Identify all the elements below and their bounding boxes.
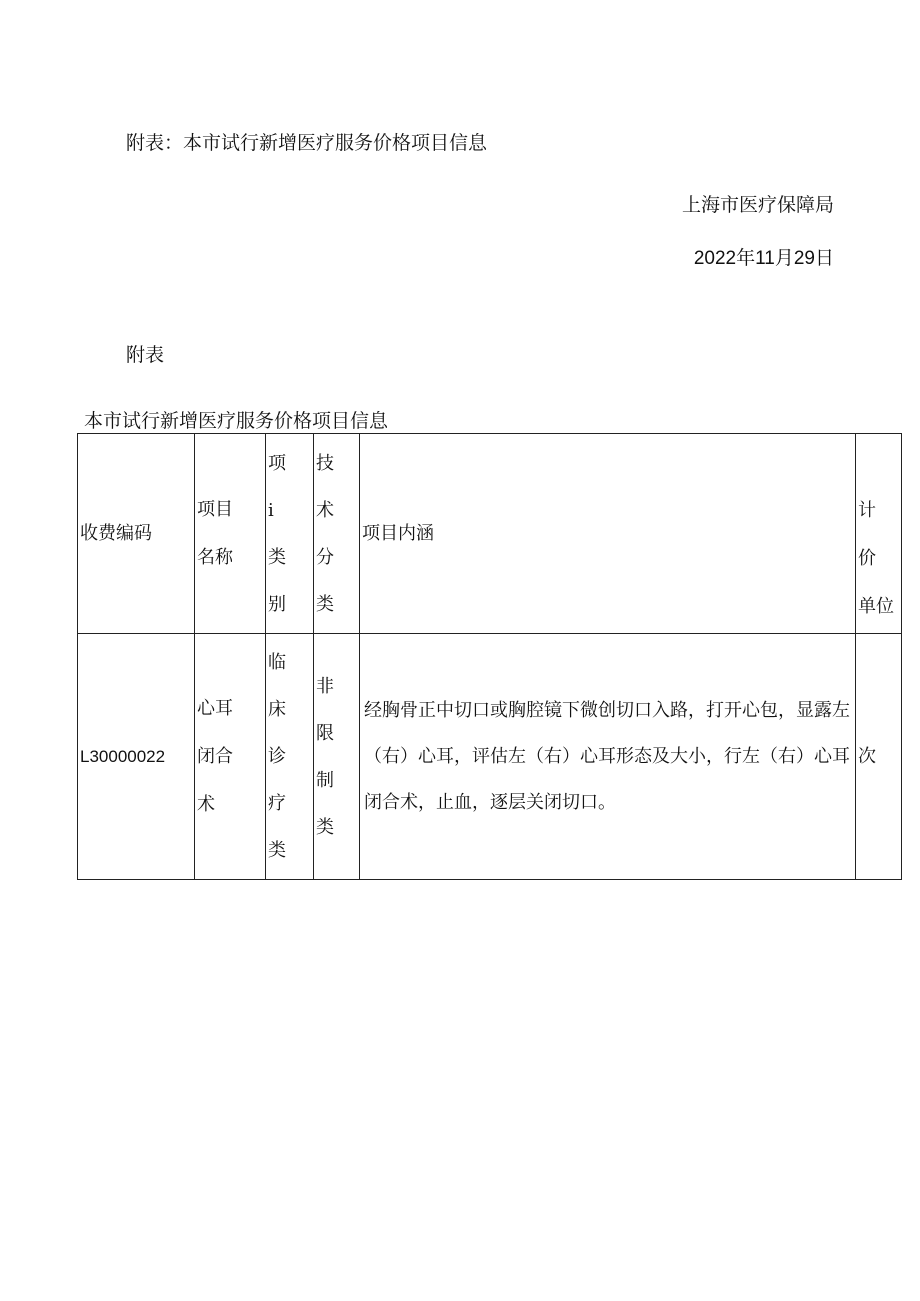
cell-unit: 次 (856, 634, 902, 880)
header-tech-class: 技 术 分 类 (314, 434, 360, 634)
cell-content: 经胸骨正中切口或胸腔镜下微创切口入路，打开心包，显露左（右）心耳，评估左（右）心耳形态及大小，行左（右）心耳闭合术，止血，逐层关闭切口。 (360, 634, 856, 880)
cell-tech-class: 非 限 制 类 (314, 634, 360, 880)
issue-date: 2022年11月29日 (693, 248, 834, 269)
cell-category: 临 床 诊 疗 类 (266, 634, 314, 880)
section-label: 附表 (126, 344, 165, 366)
header-code: 收费编码 (78, 434, 195, 634)
price-items-table (77, 433, 902, 880)
header-content: 项目内涵 (360, 434, 856, 634)
table-caption: 本市试行新增医疗服务价格项目信息 (84, 410, 389, 432)
table-header-row (78, 434, 902, 634)
header-category: 项 i 类 别 (266, 434, 314, 634)
cell-name: 心耳 闭合 术 (195, 634, 266, 880)
cell-code: L30000022 (78, 634, 195, 880)
document-heading: 附表：本市试行新增医疗服务价格项目信息 (126, 132, 488, 154)
header-name: 项目 名称 (195, 434, 266, 634)
header-unit: 计 价 单位 (856, 434, 902, 634)
issuer-name: 上海市医疗保障局 (681, 194, 834, 216)
table-row (78, 634, 902, 880)
